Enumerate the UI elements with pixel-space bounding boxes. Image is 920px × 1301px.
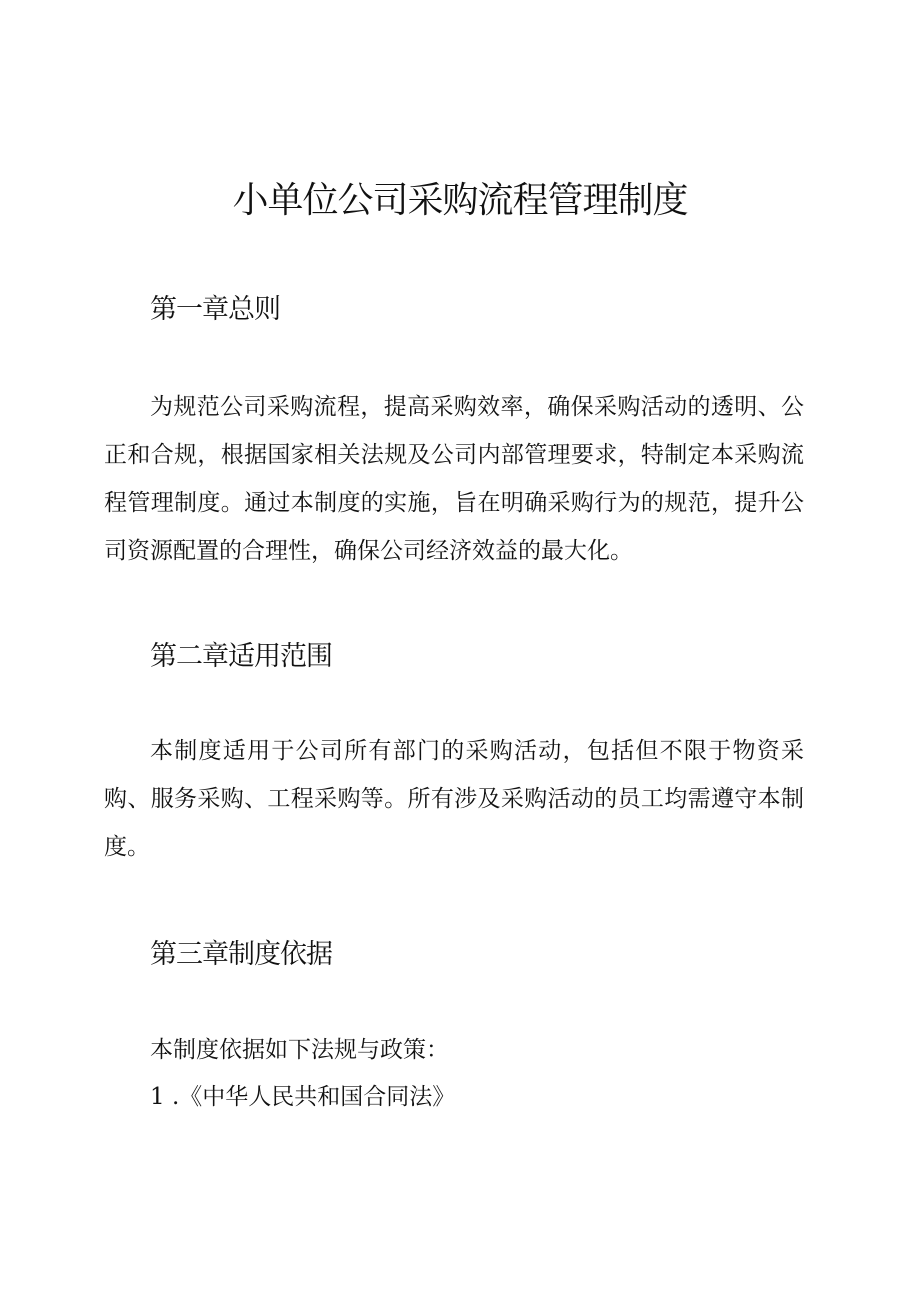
chapter-3-intro: 本制度依据如下法规与政策： — [150, 1037, 449, 1063]
chapter-2-heading: 第二章适用范围 — [150, 641, 332, 672]
chapter-3-heading: 第三章制度依据 — [150, 939, 332, 970]
chapter-1-paragraph: 为规范公司采购流程，提高采购效率，确保采购活动的透明、公正和合规，根据国家相关法规及公司内部管理要求，特制定本采购流程管理制度。通过本制度的实施，旨在明确采购行为的规范，提升公司资源配置的合理性，确保公司经济效益的最大化。 — [104, 394, 804, 564]
list-item: 1 .《中华人民共和国合同法》 — [150, 1084, 456, 1110]
chapter-2-paragraph: 本制度适用于公司所有部门的采购活动，包括但不限于物资采购、服务采购、工程采购等。所有涉及采购活动的员工均需遵守本制度。 — [104, 738, 804, 860]
chapter-1-heading: 第一章总则 — [150, 294, 280, 325]
document-title: 小单位公司采购流程管理制度 — [232, 180, 688, 221]
